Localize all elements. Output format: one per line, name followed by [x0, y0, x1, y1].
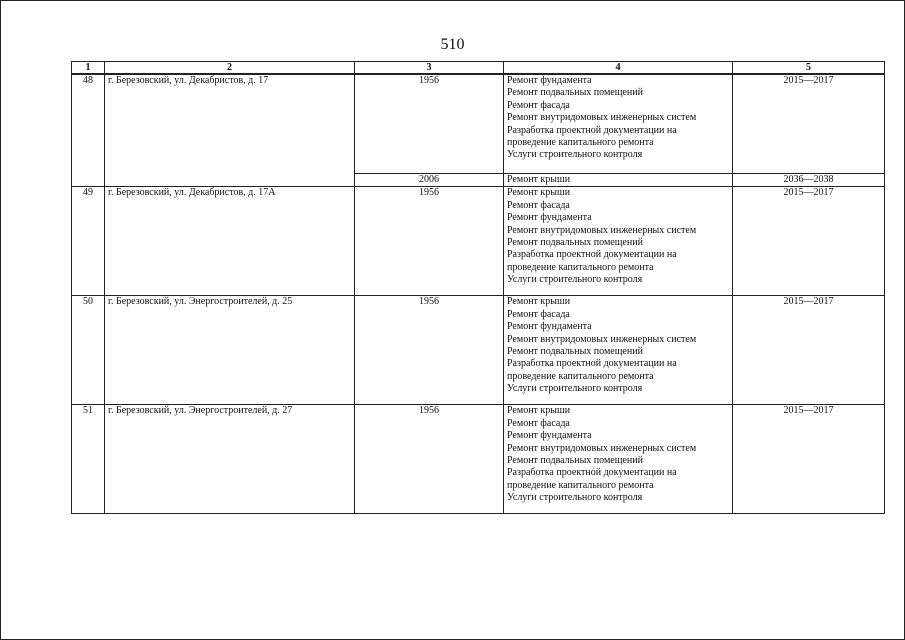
work-item: Услуги строительного контроля — [507, 383, 643, 395]
work-item: Ремонт подвальных помещений — [507, 237, 643, 249]
work-item: Ремонт крыши — [507, 296, 571, 308]
work-item: Ремонт фасада — [507, 99, 570, 111]
work-item: Ремонт фундамента — [507, 430, 592, 442]
work-item: Ремонт крыши — [507, 174, 571, 185]
period-cell: 2015—2017 — [733, 187, 885, 296]
work-item: Разработка проектной документации на — [507, 249, 677, 261]
period-cell: 2015—2017 — [733, 74, 885, 174]
year-cell: 1956 — [355, 296, 504, 405]
work-item: Ремонт фасада — [507, 199, 570, 211]
work-item: проведение капитального ремонта — [507, 137, 654, 149]
work-item: Разработка проектной документации на — [507, 358, 677, 370]
work-item: Ремонт подвальных помещений — [507, 87, 643, 99]
address-cell: г. Березовский, ул. Декабристов, д. 17А — [105, 187, 355, 296]
column-header-4: 4 — [504, 62, 733, 75]
work-item: Ремонт фасада — [507, 417, 570, 429]
work-item: Ремонт внутридомовых инженерных систем — [507, 442, 697, 454]
column-header-5: 5 — [733, 62, 885, 75]
period-cell: 2015—2017 — [733, 405, 885, 514]
works-cell — [504, 296, 733, 405]
work-item: Ремонт подвальных помещений — [507, 346, 643, 358]
work-item: Ремонт фундамента — [507, 75, 592, 86]
column-header-1: 1 — [72, 62, 105, 75]
address-cell: г. Березовский, ул. Энергостроителей, д. 25 — [105, 296, 355, 405]
work-item: Разработка проектной документации на — [507, 467, 677, 479]
year-cell: 2006 — [355, 174, 504, 187]
column-header-3: 3 — [355, 62, 504, 75]
work-item: Ремонт внутридомовых инженерных систем — [507, 112, 697, 124]
row-number: 50 — [72, 296, 105, 405]
capital-repair-table — [71, 61, 885, 514]
works-cell — [504, 174, 733, 187]
work-item: Ремонт фасада — [507, 308, 570, 320]
row-number: 48 — [72, 74, 105, 187]
work-item: Ремонт крыши — [507, 187, 571, 199]
work-item: Услуги строительного контроля — [507, 149, 643, 161]
table-row — [72, 405, 885, 514]
work-item: Ремонт внутридомовых инженерных систем — [507, 224, 697, 236]
page-number: 510 — [440, 36, 465, 53]
column-header-2: 2 — [105, 62, 355, 75]
work-item: Ремонт подвальных помещений — [507, 455, 643, 467]
work-item: Разработка проектной документации на — [507, 124, 677, 136]
table-row — [72, 187, 885, 296]
table-header-row — [72, 62, 885, 75]
work-item: проведение капитального ремонта — [507, 261, 654, 273]
work-item: Услуги строительного контроля — [507, 492, 643, 504]
address-cell: г. Березовский, ул. Декабристов, д. 17 — [105, 74, 355, 187]
row-number: 51 — [72, 405, 105, 514]
works-cell — [504, 74, 733, 174]
work-item: Ремонт крыши — [507, 405, 571, 417]
period-cell: 2015—2017 — [733, 296, 885, 405]
table-row — [72, 296, 885, 405]
table-row — [72, 74, 885, 174]
works-cell — [504, 405, 733, 514]
work-item: проведение капитального ремонта — [507, 370, 654, 382]
year-cell: 1956 — [355, 187, 504, 296]
address-cell: г. Березовский, ул. Энергостроителей, д. 27 — [105, 405, 355, 514]
year-cell: 1956 — [355, 74, 504, 174]
period-cell: 2036—2038 — [733, 174, 885, 187]
year-cell: 1956 — [355, 405, 504, 514]
work-item: проведение капитального ремонта — [507, 479, 654, 491]
works-cell — [504, 187, 733, 296]
work-item: Ремонт фундамента — [507, 321, 592, 333]
work-item: Услуги строительного контроля — [507, 274, 643, 286]
row-number: 49 — [72, 187, 105, 296]
work-item: Ремонт фундамента — [507, 212, 592, 224]
work-item: Ремонт внутридомовых инженерных систем — [507, 333, 697, 345]
